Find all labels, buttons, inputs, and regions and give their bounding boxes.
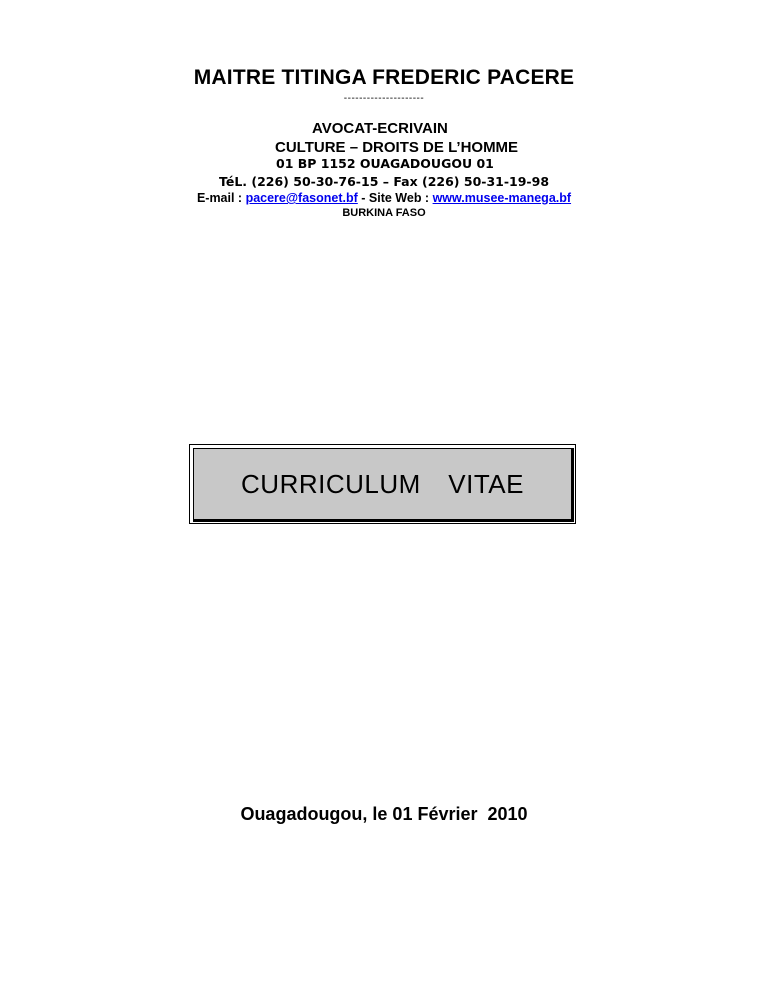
email-link[interactable]: pacere@fasonet.bf xyxy=(245,191,358,205)
cv-title: CURRICULUM VITAE xyxy=(241,468,524,499)
cv-title-box xyxy=(189,444,576,524)
email-label: E-mail : xyxy=(196,191,246,205)
domains: CULTURE – DROITS DE L’HOMME xyxy=(275,139,519,156)
profession: AVOCAT-ECRIVAIN xyxy=(312,120,448,137)
contact-line xyxy=(0,191,768,205)
author-name: MAITRE TITINGA FREDERIC PACERE xyxy=(193,66,575,89)
header-separator: --------------------- xyxy=(343,93,425,104)
website-link[interactable]: www.musee-manega.bf xyxy=(432,191,572,205)
cv-title-panel xyxy=(193,448,574,522)
postal-address: 01 BP 1152 OUAGADOUGOU 01 xyxy=(276,156,494,171)
country: BURKINA FASO xyxy=(342,207,426,219)
phone-fax: TéL. (226) 50-30-76-15 – Fax (226) 50-31-19-98 xyxy=(218,174,550,189)
website-label: - Site Web : xyxy=(357,191,433,205)
place-date: Ouagadougou, le 01 Février 2010 xyxy=(240,804,528,824)
